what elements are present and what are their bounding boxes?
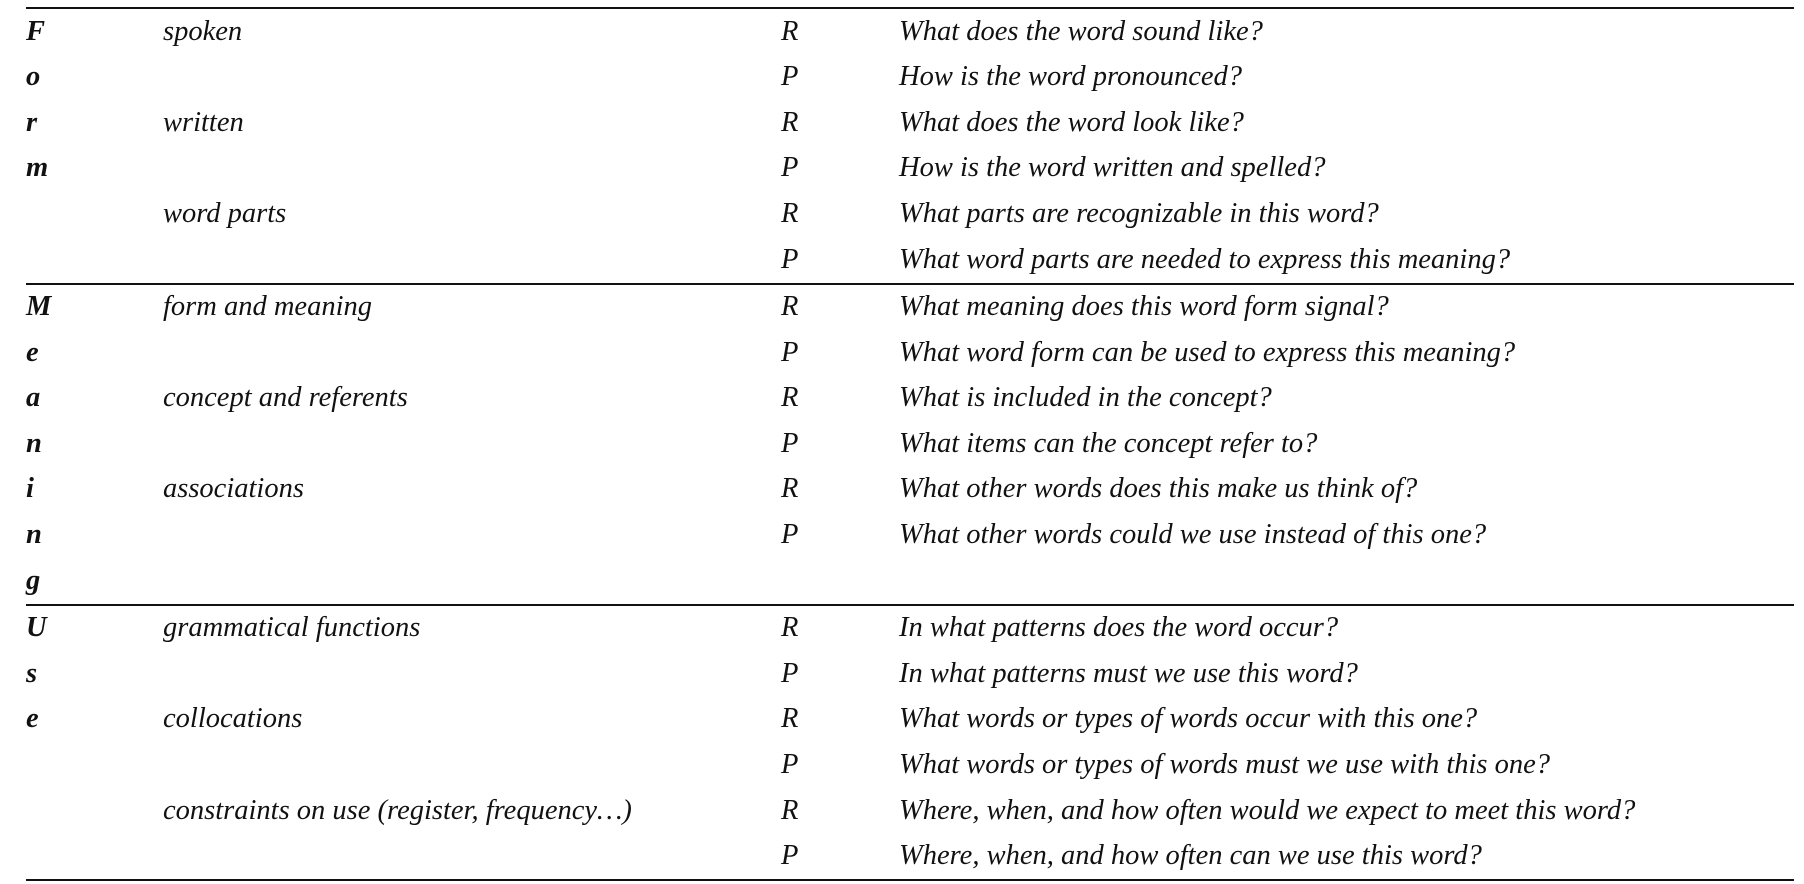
rp-marker: R	[781, 703, 799, 735]
table-row	[26, 743, 1794, 789]
rp-marker: P	[781, 749, 799, 781]
section-letter: e	[26, 336, 39, 368]
section-letter	[26, 237, 163, 284]
section-letter: n	[26, 427, 42, 459]
question-text: What words or types of words occur with this one?	[899, 703, 1478, 735]
aspect-label: concept and referents	[163, 382, 408, 414]
table-row	[26, 513, 1794, 559]
table-row	[26, 330, 1794, 376]
aspect-label	[163, 834, 781, 881]
question-text: Where, when, and how often would we expect to meet this word?	[899, 794, 1636, 826]
section-letter: m	[26, 152, 49, 184]
rp-marker: R	[781, 794, 799, 826]
word-knowledge-table	[26, 7, 1794, 881]
question-text: What items can the concept refer to?	[899, 427, 1318, 459]
section-letter	[26, 743, 163, 789]
table-row	[26, 558, 1794, 605]
section-letter: i	[26, 473, 34, 505]
rp-marker: P	[781, 840, 799, 872]
aspect-label: written	[163, 106, 244, 138]
aspect-label	[163, 743, 781, 789]
section-letter: U	[26, 605, 163, 652]
rp-marker: P	[781, 61, 799, 93]
aspect-label	[163, 513, 781, 559]
table-row	[26, 146, 1794, 192]
rp-marker: P	[781, 519, 799, 551]
table-row	[26, 191, 1794, 237]
question-text: What words or types of words must we use with this one?	[899, 749, 1551, 781]
section-letter: n	[26, 519, 42, 551]
question-text: How is the word pronounced?	[899, 61, 1243, 93]
aspect-label	[163, 146, 781, 192]
aspect-label	[163, 651, 781, 697]
table-row	[26, 788, 1794, 834]
table-row	[26, 605, 1794, 652]
aspect-label: constraints on use (register, frequency…)	[163, 794, 632, 826]
question-text: What does the word look like?	[899, 106, 1244, 138]
question-text: What word form can be used to express this meaning?	[899, 336, 1516, 368]
table-row	[26, 376, 1794, 422]
aspect-label: associations	[163, 473, 304, 505]
question-text: Where, when, and how often can we use this word?	[899, 840, 1482, 872]
aspect-label: collocations	[163, 703, 303, 735]
section-letter: r	[26, 106, 38, 138]
question-text: What other words does this make us think of?	[899, 473, 1418, 505]
question-text: What other words could we use instead of this one?	[899, 519, 1487, 551]
section-letter	[26, 191, 163, 237]
question-text: In what patterns must we use this word?	[899, 657, 1358, 689]
table-row	[26, 100, 1794, 146]
rp-marker: R	[781, 284, 899, 331]
rp-marker: R	[781, 197, 799, 229]
rp-marker: R	[781, 106, 799, 138]
question-text: How is the word written and spelled?	[899, 152, 1326, 184]
question-text: What does the word sound like?	[899, 15, 1263, 47]
rp-marker: R	[781, 15, 799, 47]
table-row	[26, 55, 1794, 101]
question-text: What is included in the concept?	[899, 382, 1272, 414]
aspect-label	[163, 330, 781, 376]
rp-marker: P	[781, 243, 799, 275]
table-row	[26, 8, 1794, 55]
table-row	[26, 237, 1794, 284]
question-text: What meaning does this word form signal?	[899, 284, 1794, 331]
section-letter: s	[26, 657, 38, 689]
rp-marker: P	[781, 152, 799, 184]
aspect-label	[163, 237, 781, 284]
rp-marker: R	[781, 605, 899, 652]
aspect-label: spoken	[163, 15, 243, 47]
aspect-label	[163, 55, 781, 101]
table-row	[26, 834, 1794, 881]
rp-marker: P	[781, 427, 799, 459]
section-letter	[26, 788, 163, 834]
rp-marker: R	[781, 473, 799, 505]
rp-marker: P	[781, 336, 799, 368]
section-letter: e	[26, 703, 39, 735]
section-letter: a	[26, 382, 41, 414]
section-letter: g	[26, 564, 41, 596]
rp-marker: P	[781, 657, 799, 689]
section-letter: o	[26, 61, 41, 93]
question-text: What parts are recognizable in this word?	[899, 197, 1379, 229]
aspect-label	[163, 421, 781, 467]
rp-marker: R	[781, 382, 799, 414]
aspect-label: form and meaning	[163, 284, 781, 331]
question-text: In what patterns does the word occur?	[899, 605, 1794, 652]
aspect-label: grammatical functions	[163, 605, 781, 652]
question-text	[899, 558, 1794, 605]
question-text: What word parts are needed to express this meaning?	[899, 243, 1511, 275]
aspect-label: word parts	[163, 197, 287, 229]
table-row	[26, 651, 1794, 697]
section-letter	[26, 834, 163, 881]
table-row	[26, 467, 1794, 513]
aspect-label	[163, 558, 781, 605]
section-letter: F	[26, 15, 46, 47]
table-row	[26, 421, 1794, 467]
table-row	[26, 284, 1794, 331]
table-row	[26, 697, 1794, 743]
rp-marker	[781, 558, 899, 605]
section-letter: M	[26, 284, 163, 331]
